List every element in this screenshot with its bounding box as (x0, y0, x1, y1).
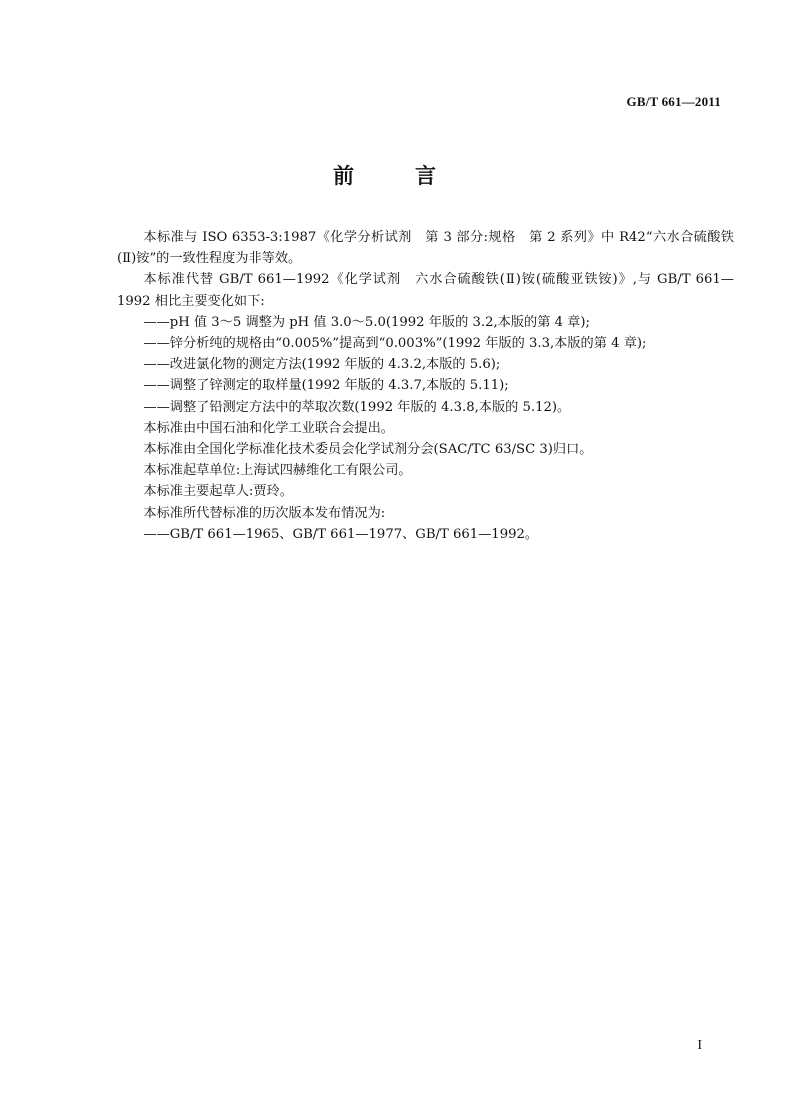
statement-history: 本标准所代替标准的历次版本发布情况为: (143, 505, 386, 521)
change-item: ——改进氯化物的测定方法(1992 年版的 4.3.2,本版的 5.6); (143, 357, 501, 373)
change-item: ——调整了锌测定的取样量(1992 年版的 4.3.7,本版的 5.11); (143, 378, 509, 394)
statement-drafter: 本标准主要起草人:贾玲。 (143, 484, 293, 500)
change-item: ——调整了铅测定方法中的萃取次数(1992 年版的 4.3.8,本版的 5.12)。 (143, 399, 571, 415)
change-item: ——锌分析纯的规格由“0.005%”提高到“0.003%”(1992 年版的 3.3,本版的第 4 章); (143, 336, 647, 352)
statement-managed: 本标准由全国化学标准化技术委员会化学试剂分会(SAC/TC 63/SC 3)归口。 (143, 442, 593, 458)
statement-drafting-unit: 本标准起草单位:上海试四赫维化工有限公司。 (143, 463, 412, 479)
standard-code: GB/T 661—2011 (626, 94, 721, 109)
change-item: ——pH 值 3～5 调整为 pH 值 3.0～5.0(1992 年版的 3.2,本版的第 4 章); (143, 314, 590, 330)
document-body (117, 227, 734, 545)
page-number: I (697, 1038, 702, 1053)
paragraph-equivalence: 本标准与 ISO 6353-3:1987《化学分析试剂 第 3 部分:规格 第 2 系列》中 R42“六水合硫酸铁(Ⅱ)铵”的一致性程度为非等效。 (117, 230, 734, 267)
page-title: 前 言 (333, 164, 456, 188)
statement-proposed: 本标准由中国石油和化学工业联合会提出。 (143, 420, 394, 436)
paragraph-replaces: 本标准代替 GB/T 661—1992《化学试剂 六水合硫酸铁(Ⅱ)铵(硫酸亚铁铵)》,与 GB/T 661—1992 相比主要变化如下: (117, 272, 734, 309)
history-item: ——GB/T 661—1965、GB/T 661—1977、GB/T 661—1992。 (143, 526, 539, 542)
